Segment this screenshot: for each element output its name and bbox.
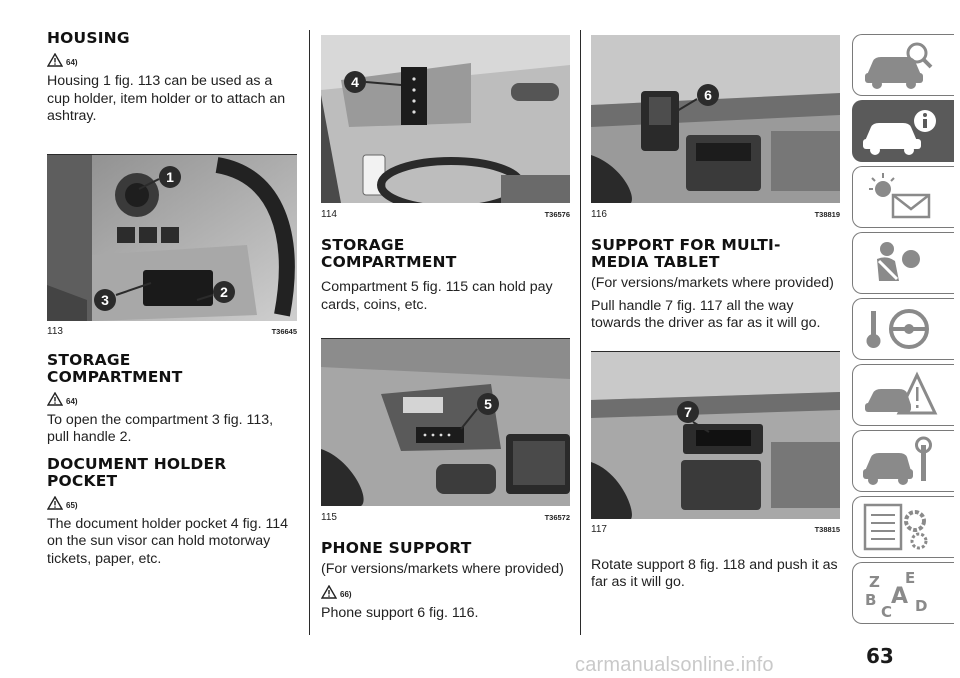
- heading-document-holder: DOCUMENT HOLDER POCKET: [47, 454, 227, 490]
- index-letters-icon: [859, 567, 939, 619]
- paragraph-storage: To open the compartment 3 fig. 113, pull handle 2.: [47, 411, 274, 445]
- warning-triangle-icon: [47, 392, 63, 406]
- figure-113-number: 113: [47, 326, 63, 337]
- index-letter-z: Z: [869, 573, 880, 591]
- paragraph-phone-versions: (For versions/markets where provided): [321, 561, 564, 577]
- index-letter-a: A: [891, 584, 909, 609]
- callout-1: 1: [166, 168, 174, 185]
- paragraph-phone: Phone support 6 fig. 116.: [321, 604, 479, 621]
- column-divider-left: [309, 30, 310, 635]
- paragraph-storage-2: Compartment 5 fig. 115 can hold pay cards, coins, etc.: [321, 279, 553, 313]
- callout-4: 4: [351, 74, 359, 90]
- warning-ref-phone: 66): [340, 589, 352, 599]
- paragraph-document: The document holder pocket 4 fig. 114 on the sun visor can hold motorway tickets, paper, etc.: [47, 515, 289, 567]
- figure-113-image: [47, 155, 297, 321]
- figure-115-caption: [321, 510, 570, 524]
- warning-lights-icon: [859, 171, 939, 223]
- figure-113: [47, 154, 297, 339]
- figure-116-number: 116: [591, 208, 607, 220]
- specs-gear-icon: [859, 501, 939, 553]
- tab-index[interactable]: [852, 562, 954, 624]
- heading-storage-compartment-2: STORAGE COMPARTMENT: [321, 236, 457, 271]
- figure-114: [321, 35, 570, 221]
- column-2: [321, 35, 570, 622]
- tab-car-search[interactable]: [852, 34, 954, 96]
- column-3: [591, 35, 840, 592]
- tab-key-steering[interactable]: [852, 298, 954, 360]
- figure-113-caption: [47, 325, 297, 339]
- callout-7: 7: [684, 403, 692, 420]
- column-1: [47, 30, 297, 568]
- warning-note-housing: [47, 51, 297, 67]
- figure-115-code: T36572: [544, 512, 570, 522]
- heading-phone-support: PHONE SUPPORT: [321, 539, 472, 557]
- warning-ref-storage: 64): [66, 396, 78, 406]
- figure-114-caption: [321, 207, 570, 221]
- heading-housing: HOUSING: [47, 29, 130, 47]
- page-number: 63: [866, 644, 894, 668]
- figure-116-code: T38819: [814, 209, 840, 219]
- car-search-icon: [859, 39, 939, 91]
- figure-115: [321, 338, 570, 524]
- warning-note-storage: [47, 390, 297, 406]
- warning-triangle-icon: [47, 496, 63, 510]
- tab-specs[interactable]: [852, 496, 954, 558]
- figure-117-image: [591, 352, 840, 519]
- tab-airbag-seatbelt[interactable]: [852, 232, 954, 294]
- figure-114-code: T36576: [544, 209, 570, 219]
- warning-note-phone: [321, 583, 570, 599]
- index-letter-e: E: [905, 569, 916, 587]
- figure-117-number: 117: [591, 524, 607, 535]
- paragraph-housing: Housing 1 fig. 113 can be used as a cup holder, item holder or to attach an ashtray.: [47, 73, 286, 124]
- callout-3: 3: [101, 291, 109, 308]
- figure-114-number: 114: [321, 208, 337, 220]
- tab-car-wrench[interactable]: [852, 430, 954, 492]
- warning-ref-document: 65): [66, 500, 78, 510]
- warning-triangle-icon: [47, 53, 63, 67]
- tab-breakdown[interactable]: [852, 364, 954, 426]
- heading-tablet-support: SUPPORT FOR MULTI-MEDIA TABLET: [591, 236, 781, 271]
- figure-115-number: 115: [321, 511, 337, 523]
- figure-114-image: [321, 35, 570, 203]
- callout-5: 5: [484, 396, 492, 412]
- tab-warning-lights[interactable]: [852, 166, 954, 228]
- paragraph-tablet-versions: (For versions/markets where provided): [591, 275, 834, 291]
- warning-note-document: [47, 494, 297, 510]
- figure-117-caption: [591, 523, 840, 537]
- tab-car-info[interactable]: [852, 100, 954, 162]
- figure-116: [591, 35, 840, 221]
- car-wrench-icon: [859, 435, 939, 487]
- figure-115-image: [321, 339, 570, 506]
- figure-116-image: [591, 35, 840, 203]
- index-letter-c: C: [881, 603, 893, 619]
- chapter-tabs: [852, 34, 954, 628]
- breakdown-triangle-icon: [859, 369, 939, 421]
- figure-113-code: T36645: [271, 327, 297, 336]
- key-steering-icon: [859, 303, 939, 355]
- callout-6: 6: [704, 87, 712, 103]
- paragraph-tablet: Pull handle 7 fig. 117 all the way towards the driver as far as it will go.: [591, 297, 821, 331]
- heading-storage-compartment: STORAGE COMPARTMENT: [47, 350, 183, 386]
- index-letter-d: D: [915, 597, 928, 615]
- callout-2: 2: [220, 283, 228, 300]
- figure-116-caption: [591, 207, 840, 221]
- airbag-seatbelt-icon: [859, 237, 939, 289]
- figure-117: [591, 351, 840, 537]
- paragraph-rotate-support: Rotate support 8 fig. 118 and push it as far as it will go.: [591, 556, 838, 590]
- column-divider-right: [580, 30, 581, 635]
- car-info-icon: [859, 105, 939, 157]
- watermark: carmanualsonline.info: [575, 654, 774, 676]
- figure-117-code: T38815: [814, 525, 840, 534]
- warning-triangle-icon: [321, 585, 337, 599]
- warning-ref-housing: 64): [66, 58, 78, 67]
- index-letter-b: B: [865, 591, 877, 609]
